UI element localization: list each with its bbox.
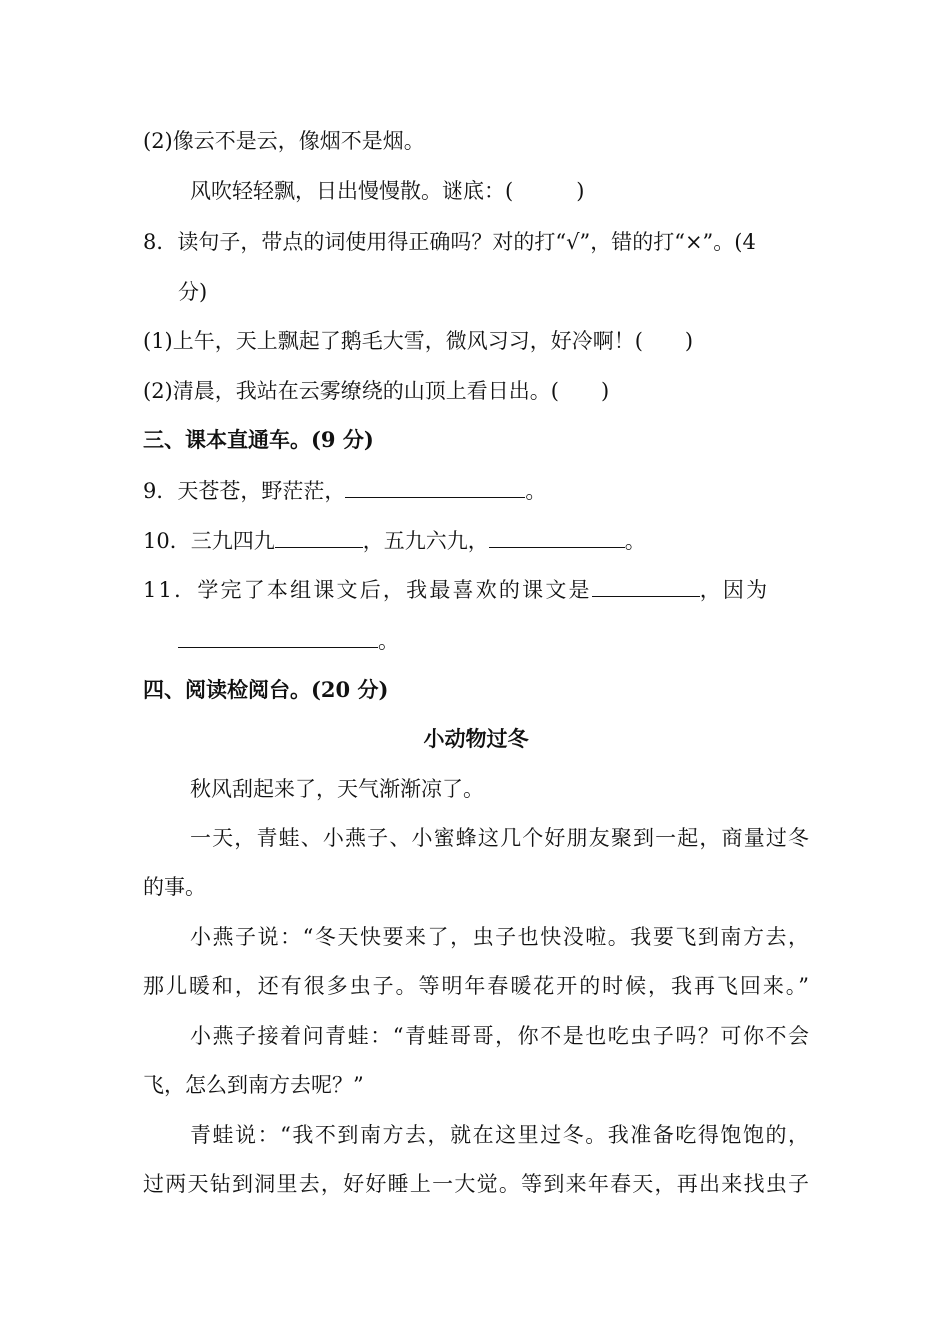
story-paragraph-3-line-1: 小燕子说：“冬天快要来了，虫子也快没啦。我要飞到南方去， [190,925,809,949]
q10-answer-blank-2[interactable] [489,525,625,548]
q8-question-cont: 分) [178,280,208,304]
q11-answer-blank-2[interactable] [178,625,378,648]
story-paragraph-2-line-1: 一天，青蛙、小燕子、小蜜蜂这几个好朋友聚到一起，商量过冬 [190,826,809,850]
q10-answer-blank-1[interactable] [275,525,363,548]
q9 [143,475,809,506]
story-paragraph-3-line-2: 那儿暖和，还有很多虫子。等明年春暖花开的时候，我再飞回来。” [143,974,809,998]
q8-item1: (1)上午，天上飘起了鹅毛大雪，微风习习，好冷啊！( ) [143,329,694,353]
story-paragraph-5-line-2: 过两天钻到洞里去，好好睡上一大觉。等到来年春天，再出来找虫子 [143,1172,809,1196]
story-paragraph-5-line-1: 青蛙说：“我不到南方去，就在这里过冬。我准备吃得饱饱的， [190,1123,809,1147]
section4-heading: 四、阅读检阅台。(20 分) [143,677,389,702]
q10 [143,525,809,556]
q11 [143,574,809,605]
section3-heading: 三、课本直通车。(9 分) [143,427,374,452]
q11-prefix: 11．学完了本组课文后，我最喜欢的课文是 [143,578,592,602]
q10-suffix: 。 [624,529,646,553]
q9-answer-blank[interactable] [345,475,525,498]
q11-mid: ，因为 [699,578,770,602]
q11-answer-blank-1[interactable] [592,574,700,597]
story-title: 小动物过冬 [423,727,529,751]
story-paragraph-4-line-1: 小燕子接着问青蛙：“青蛙哥哥，你不是也吃虫子吗？可你不会 [190,1024,809,1048]
q10-prefix: 10．三九四九 [143,529,275,553]
story-paragraph-2-line-2: 的事。 [143,875,206,899]
q7-item2-text: (2)像云不是云，像烟不是烟。 [143,129,425,153]
story-paragraph-4-line-2: 飞，怎么到南方去呢？” [143,1073,364,1097]
q8-question: 8．读句子，带点的词使用得正确吗？对的打“√”，错的打“×”。(4 [143,230,756,254]
q11-cont [178,625,809,656]
q7-item2-riddle: 风吹轻轻飘，日出慢慢散。谜底：( ) [190,179,585,203]
q9-suffix: 。 [525,479,547,503]
q11-suffix: 。 [378,629,399,653]
q10-mid: ，五九六九， [362,529,489,553]
q9-prefix: 9．天苍苍，野茫茫， [143,479,346,503]
story-paragraph-1: 秋风刮起来了，天气渐渐凉了。 [190,777,484,801]
q8-item2: (2)清晨，我站在云雾缭绕的山顶上看日出。( ) [143,379,610,403]
